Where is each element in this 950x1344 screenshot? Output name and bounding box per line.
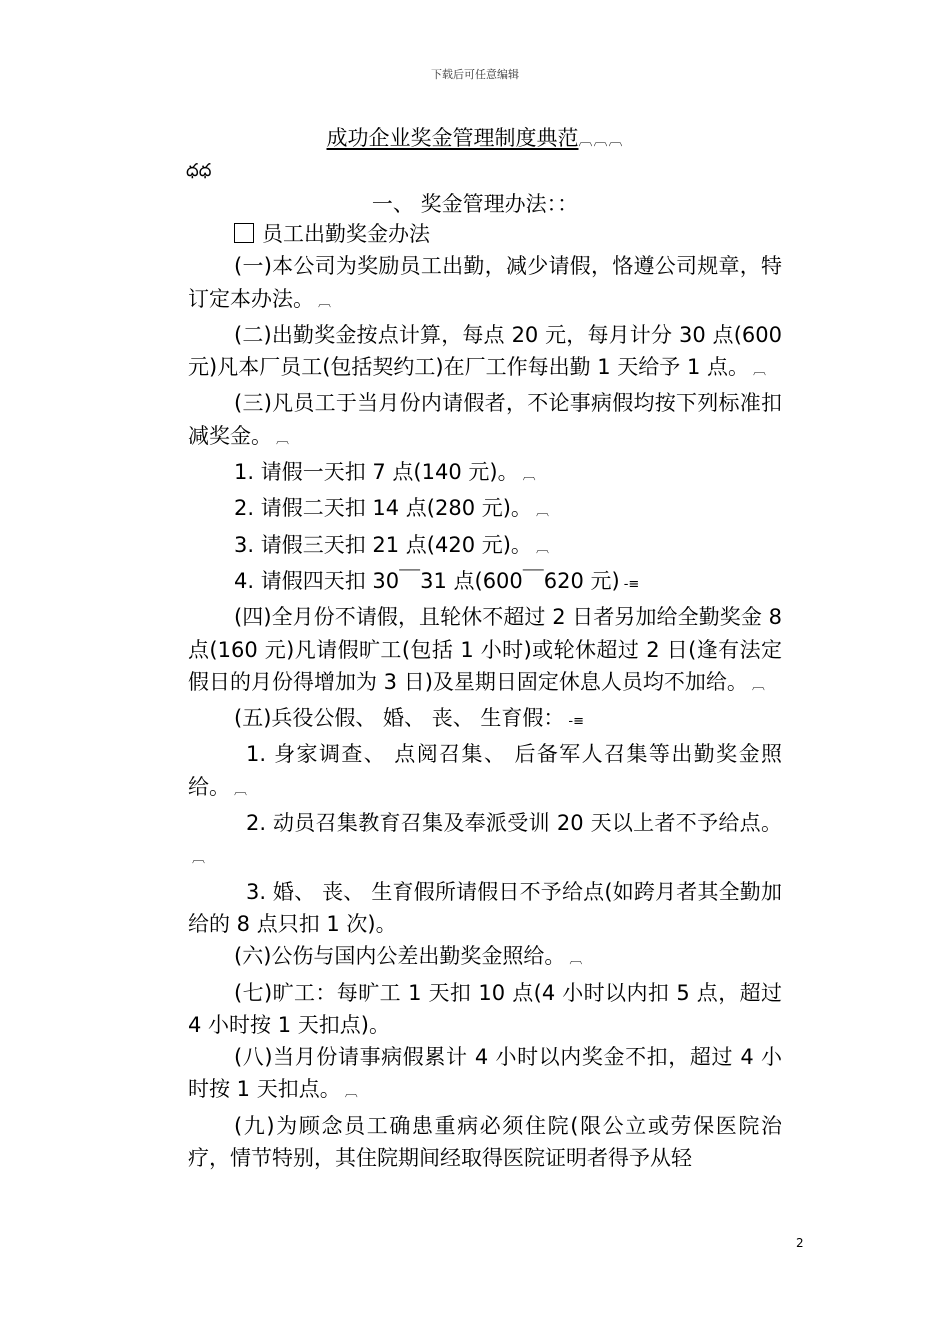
document-title: [0, 122, 950, 152]
checkbox-square-icon: [234, 223, 254, 243]
document-title-text: 成功企业奖金管理制度典范: [326, 126, 579, 150]
paragraph-mark: ︹: [569, 952, 583, 968]
paragraph-text: 2. 请假二天扣 14 点(280 元)。: [234, 496, 532, 521]
paragraph: [188, 319, 782, 388]
paragraph: [188, 977, 782, 1042]
paragraph-mark: ︹: [234, 782, 248, 798]
section-heading: 一、 奖金管理办法：：: [371, 192, 579, 216]
paragraph-mark: ︹: [192, 851, 206, 867]
paragraph: [188, 601, 782, 702]
paragraph: [188, 702, 782, 738]
paragraph-mark: ︹: [522, 468, 536, 484]
paragraph-mark: ︹: [535, 540, 549, 556]
paragraph-mark: ︹: [751, 677, 765, 693]
paragraph: [188, 940, 782, 976]
paragraph-text: (六)公伤与国内公差出勤奖金照给。: [234, 944, 566, 969]
paragraph-text: (三)凡员工于当月份内请假者，不论事病假均按下列标准扣减奖金。: [188, 391, 782, 448]
paragraph: [188, 1110, 782, 1175]
header-note: 下载后可任意编辑: [431, 68, 519, 81]
paragraph-text: 3. 婚、 丧、 生育假所请假日不予给点(如跨月者其全勤加给的 8 点只扣 1 次)。: [188, 879, 782, 936]
paragraph-text: 3. 请假三天扣 21 点(420 元)。: [234, 532, 532, 557]
paragraph-text: 2. 动员召集教育召集及奉派受训 20 天以上者不予给点。: [246, 811, 782, 836]
paragraph-mark: ︹: [753, 363, 767, 379]
paragraph-text: (五)兵役公假、 婚、 丧、 生育假：: [234, 706, 565, 731]
paragraph-text: (二)出勤奖金按点计算，每点 20 元，每月计分 30 点(600 元)凡本厂员工(包括契约工)在厂工作每出勤 1 天给予 1 点。: [188, 322, 782, 380]
paragraph-text: (一)本公司为奖励员工出勤，减少请假，恪遵公司规章，特订定本办法。: [188, 254, 782, 311]
paragraph-text: 4. 请假四天扣 30￣31 点(600￣620 元): [234, 568, 620, 593]
title-marks: ︹︹︹: [578, 133, 624, 149]
paragraph: [188, 738, 782, 807]
paragraph-mark: ︹: [318, 294, 332, 310]
paragraph-mark: ︹: [276, 431, 290, 447]
paragraph-text: (八)当月份请事病假累计 4 小时以内奖金不扣，超过 4 小时按 1 天扣点。: [188, 1045, 782, 1102]
paragraph: [188, 456, 782, 492]
subsection-heading: [188, 218, 782, 250]
paragraph-list: [188, 250, 782, 1174]
paragraph: [188, 807, 782, 876]
paragraph-text: (四)全月份不请假，且轮休不超过 2 日者另加给全勤奖金 8 点(160 元)凡请假旷工(包括 1 小时)或轮休超过 2 日(逢有法定假日的月份得增加为 3 日)及星期日固定休息人员均不加给。: [188, 605, 782, 694]
paragraph-mark: -≡: [623, 576, 640, 592]
paragraph-mark: -≡: [568, 714, 585, 730]
paragraph: [188, 565, 782, 601]
decoration-marks: ధధ: [186, 160, 212, 181]
page-number: 2: [796, 1236, 804, 1250]
paragraph: [188, 529, 782, 565]
paragraph: [188, 250, 782, 319]
paragraph: [188, 492, 782, 528]
subsection-heading-text: 员工出勤奖金办法: [262, 222, 430, 246]
paragraph: [188, 1041, 782, 1110]
document-body: [188, 218, 782, 1174]
paragraph-text: (九)为顾念员工确患重病必须住院(限公立或劳保医院治疗，情节特别，其住院期间经取得医院证明者得予从轻: [188, 1113, 782, 1171]
paragraph-text: 1. 请假一天扣 7 点(140 元)。: [234, 460, 519, 485]
paragraph: [188, 387, 782, 456]
paragraph-text: (七)旷工：每旷工 1 天扣 10 点(4 小时以内扣 5 点，超过 4 小时按 1 天扣点)。: [188, 980, 782, 1037]
paragraph-text: 1. 身家调查、 点阅召集、 后备军人召集等出勤奖金照给。: [188, 742, 782, 799]
paragraph-mark: ︹: [344, 1085, 358, 1101]
paragraph-mark: ︹: [535, 504, 549, 520]
paragraph: [188, 876, 782, 941]
